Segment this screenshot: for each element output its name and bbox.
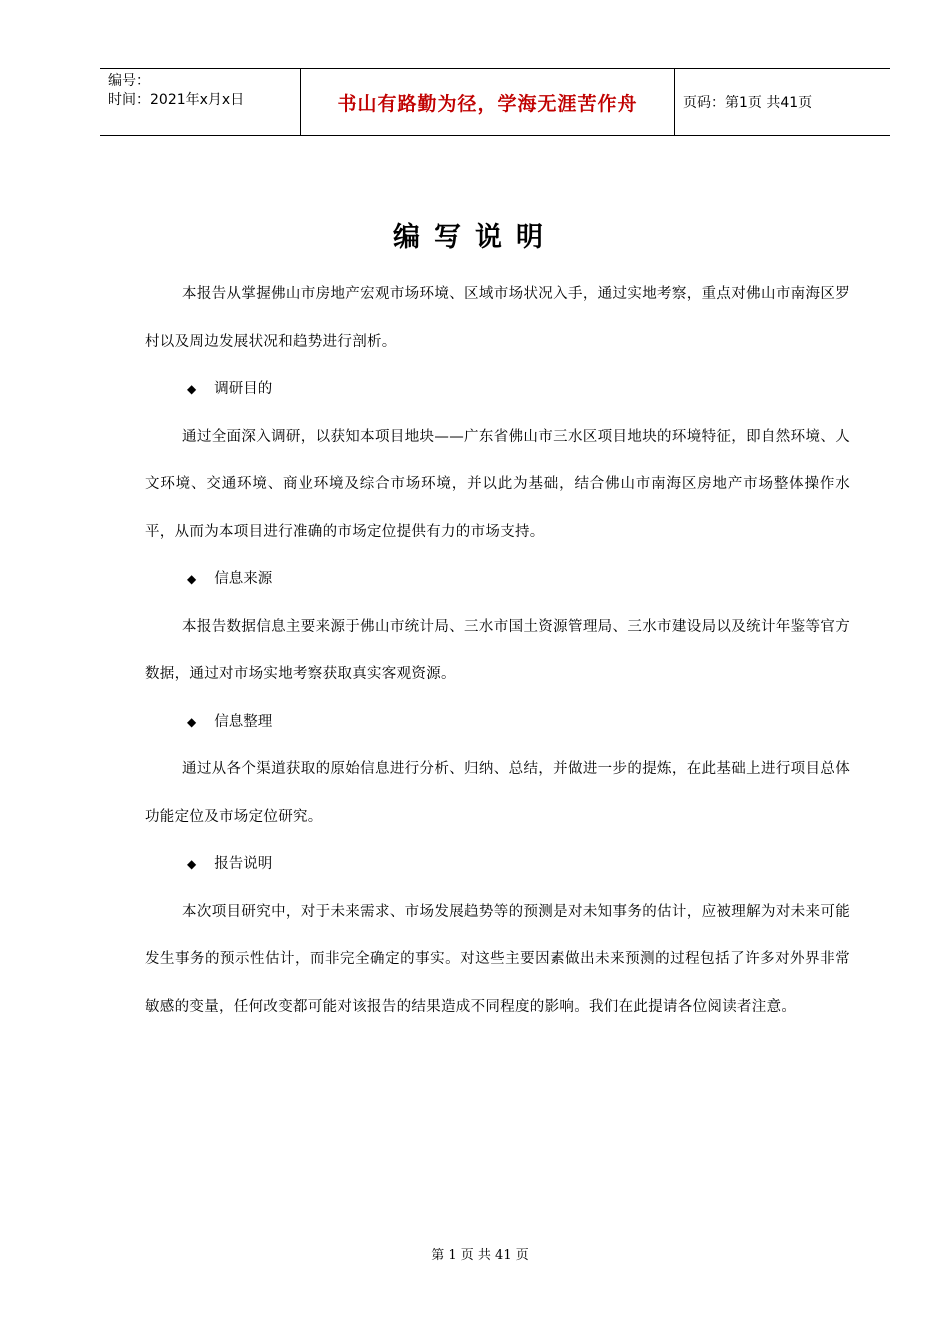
page-header [100, 68, 890, 136]
section-heading-label: 调研目的 [214, 381, 273, 397]
header-motto: 书山有路勤为径，学海无涯苦作舟 [301, 69, 675, 135]
section-paragraph-organizing: 通过从各个渠道获取的原始信息进行分析、归纳、总结，并做进一步的提炼，在此基础上进行项目总体功能定位及市场定位研究。 [145, 761, 850, 825]
section-heading-organizing [145, 699, 850, 747]
document-number-label: 编号： [108, 73, 150, 89]
diamond-bullet-icon: ◆ [187, 382, 197, 396]
section-paragraph-notes: 本次项目研究中，对于未来需求、市场发展趋势等的预测是对未知事务的估计，应被理解为对未来可能发生事务的预示性估计，而非完全确定的事实。对这些主要因素做出未来预测的过程包括了许多对外界非常敏感的变量，任何改变都可能对该报告的结果造成不同程度的影响。我们在此提请各位阅读者注意。 [145, 903, 850, 1015]
section-heading-purpose [145, 366, 850, 414]
section-paragraph-sources: 本报告数据信息主要来源于佛山市统计局、三水市国土资源管理局、三水市建设局以及统计年鉴等官方数据，通过对市场实地考察获取真实客观资源。 [145, 618, 850, 682]
document-title: 编写说明 [393, 222, 557, 253]
header-page-info: 页码：第1页 共41页 [683, 95, 813, 111]
diamond-bullet-icon: ◆ [187, 714, 197, 729]
diamond-bullet-icon: ◆ [187, 857, 197, 871]
section-heading-label: 信息整理 [214, 713, 273, 730]
document-time: 时间：2021年x月x日 [108, 92, 245, 108]
page-footer: 第 1 页 共 41 页 [431, 1248, 529, 1263]
header-meta [100, 69, 301, 135]
section-heading-label: 报告说明 [214, 856, 273, 872]
diamond-bullet-icon: ◆ [187, 572, 197, 586]
document-body [145, 271, 850, 1031]
section-heading-label: 信息来源 [214, 571, 273, 587]
section-heading-notes [145, 841, 850, 889]
section-paragraph-purpose: 通过全面深入调研，以获知本项目地块——广东省佛山市三水区项目地块的环境特征，即自然环境、人文环境、交通环境、商业环境及综合市场环境，并以此为基础，结合佛山市南海区房地产市场整体操作水平，从而为本项目进行准确的市场定位提供有力的市场支持。 [145, 428, 850, 540]
intro-paragraph: 本报告从掌握佛山市房地产宏观市场环境、区域市场状况入手，通过实地考察，重点对佛山市南海区罗村以及周边发展状况和趋势进行剖析。 [145, 286, 850, 350]
section-heading-sources [145, 556, 850, 604]
